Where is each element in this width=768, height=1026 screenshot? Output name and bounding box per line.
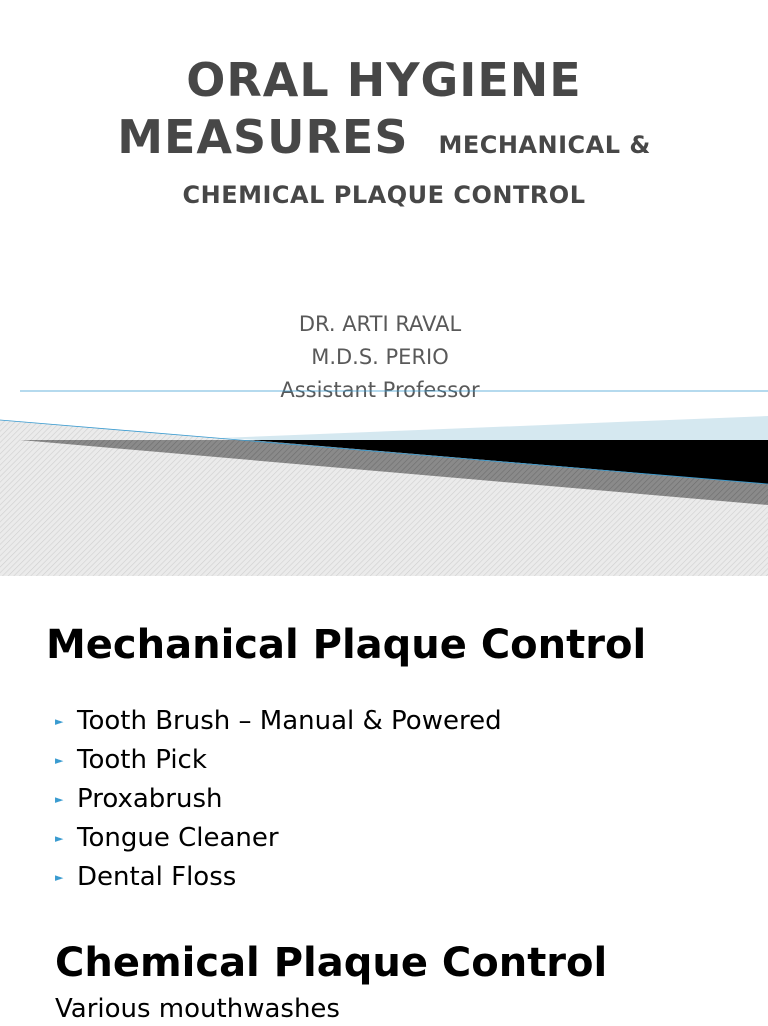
author-role: Assistant Professor	[280, 378, 480, 402]
triangle-bullet-icon: ►	[55, 714, 64, 728]
title-line-2-main: MEASURES	[117, 110, 409, 164]
triangle-bullet-icon: ►	[55, 831, 64, 845]
chemical-description: Various mouthwashes	[55, 994, 340, 1024]
title-line-1: ORAL HYGIENE	[186, 53, 582, 107]
triangle-bullet-icon: ►	[55, 870, 64, 884]
list-item-label: Tooth Brush – Manual & Powered	[77, 706, 502, 736]
title-line-2-subtitle: MECHANICAL &	[438, 131, 651, 159]
list-item	[55, 702, 502, 741]
decorative-banner	[0, 380, 768, 576]
triangle-bullet-icon: ►	[55, 753, 64, 767]
author-degree: M.D.S. PERIO	[311, 345, 449, 369]
slide-title	[0, 52, 768, 213]
list-item	[55, 780, 502, 819]
list-item	[55, 741, 502, 780]
title-line-3: CHEMICAL PLAQUE CONTROL	[182, 181, 586, 209]
mechanical-heading: Mechanical Plaque Control	[46, 622, 647, 668]
list-item-label: Tooth Pick	[77, 745, 207, 775]
triangle-bullet-icon: ►	[55, 792, 64, 806]
list-item	[55, 819, 502, 858]
author-name: DR. ARTI RAVAL	[298, 312, 462, 336]
list-item-label: Dental Floss	[77, 862, 237, 892]
list-item-label: Proxabrush	[77, 784, 223, 814]
chemical-heading: Chemical Plaque Control	[55, 940, 608, 986]
title-line-2	[0, 108, 768, 177]
content-slide	[0, 576, 768, 1024]
list-item	[55, 858, 502, 897]
mechanical-list	[55, 702, 502, 897]
light-blue-band	[220, 416, 768, 440]
list-item-label: Tongue Cleaner	[77, 823, 279, 853]
